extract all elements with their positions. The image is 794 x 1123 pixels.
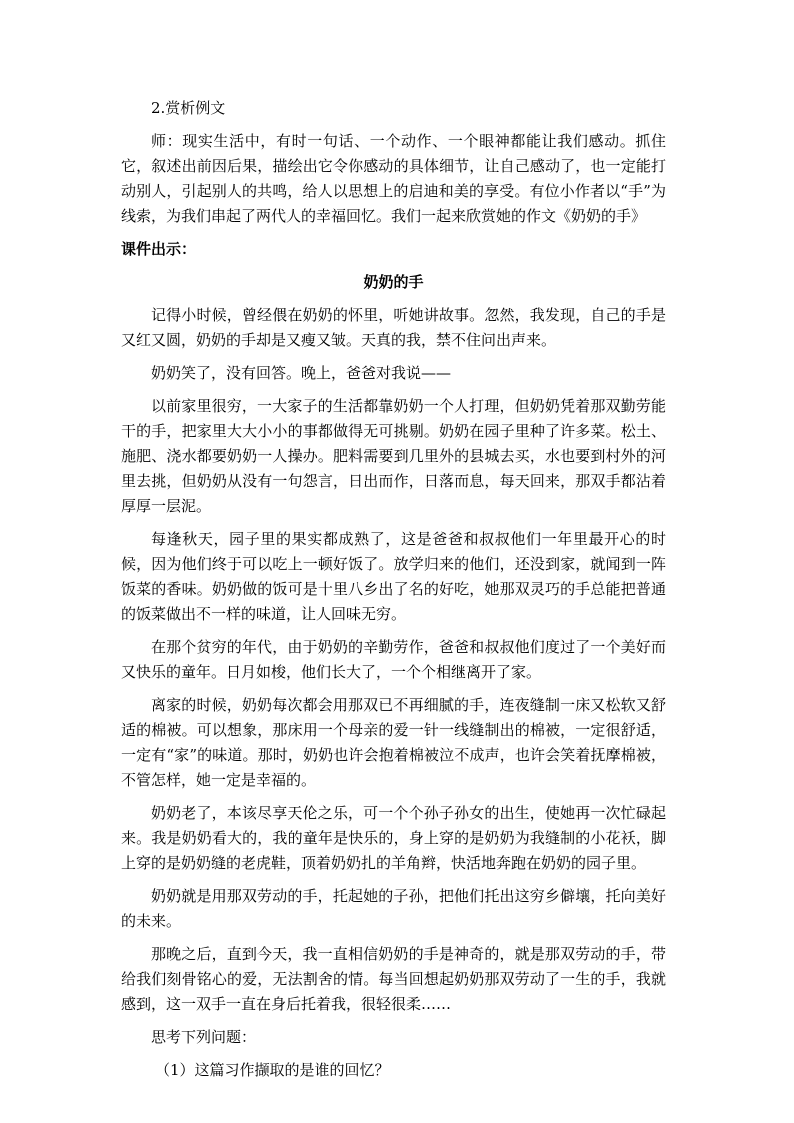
document-body: [121, 96, 666, 1091]
essay-title: 奶奶的手: [363, 273, 424, 291]
essay-paragraph: 奶奶老了，本该尽享天伦之乐，可一个个孙子孙女的出生，使她再一次忙碌起来。我是奶奶看大的，我的童年是快乐的，身上穿的是奶奶为我缝制的小花袄，脚上穿的是奶奶缝的老虎鞋，顶着奶奶扎的羊角辫，快活地奔跑在奶奶的园子里。: [121, 804, 666, 872]
essay-paragraph: 那晚之后，直到今天，我一直相信奶奶的手是神奇的，就是那双劳动的手，带给我们刻骨铭心的爱，无法割舍的情。每当回想起奶奶那双劳动了一生的手，我就感到，这一双手一直在身后托着我，很轻很柔……: [121, 945, 666, 1013]
essay-paragraph: 奶奶就是用那双劳动的手，托起她的子孙，把他们托出这穷乡僻壤，托向美好的未来。: [121, 887, 666, 930]
courseware-label: 课件出示：: [121, 240, 197, 258]
think-prompt: 思考下列问题：: [151, 1028, 257, 1046]
essay-paragraph: 奶奶笑了，没有回答。晚上，爸爸对我说——: [151, 364, 452, 382]
essay-paragraph: 离家的时候，奶奶每次都会用那双已不再细腻的手，连夜缝制一床又松软又舒适的棉被。可以想象，那床用一个母亲的爱一针一线缝制出的棉被，一定很舒适，一定有“家”的味道。那时，奶奶也许会抱着棉被泣不成声，也许会笑着抚摩棉被，不管怎样，她一定是幸福的。: [121, 696, 666, 789]
essay-paragraph: 在那个贫穷的年代，由于奶奶的辛勤劳作，爸爸和叔叔他们度过了一个美好而又快乐的童年。日月如梭，他们长大了，一个个相继离开了家。: [121, 638, 666, 681]
section-heading: 2.赏析例文: [151, 99, 226, 117]
teacher-paragraph: 师：现实生活中，有时一句话、一个动作、一个眼神都能让我们感动。抓住它，叙述出前因后果，描绘出它令你感动的具体细节，让自己感动了，也一定能打动别人，引起别人的共鸣，给人以思想上的启迪和美的享受。有位小作者以“手”为线索，为我们串起了两代人的幸福回忆。我们一起来欣赏她的作文《奶奶的手》: [121, 132, 666, 225]
essay-paragraph: 记得小时候，曾经偎在奶奶的怀里，听她讲故事。忽然，我发现，自己的手是又红又圆，奶奶的手却是又瘦又皱。天真的我，禁不住问出声来。: [121, 306, 666, 349]
question-1: （1）这篇习作撷取的是谁的回忆？: [155, 1061, 390, 1079]
essay-paragraph: 以前家里很穷，一大家子的生活都靠奶奶一个人打理，但奶奶凭着那双勤劳能干的手，把家里大大小小的事都做得无可挑剔。奶奶在园子里种了许多菜。松土、施肥、浇水都要奶奶一人操办。肥料需要到几里外的县城去买，水也要到村外的河里去挑，但奶奶从没有一句怨言，日出而作，日落而息，每天回来，那双手都沾着厚厚一层泥。: [121, 397, 666, 515]
essay-paragraph: 每逢秋天，园子里的果实都成熟了，这是爸爸和叔叔他们一年里最开心的时候，因为他们终于可以吃上一顿好饭了。放学归来的他们，还没到家，就闻到一阵饭菜的香味。奶奶做的饭可是十里八乡出了名的好吃，她那双灵巧的手总能把普通的饭菜做出不一样的味道，让人回味无穷。: [121, 530, 666, 623]
